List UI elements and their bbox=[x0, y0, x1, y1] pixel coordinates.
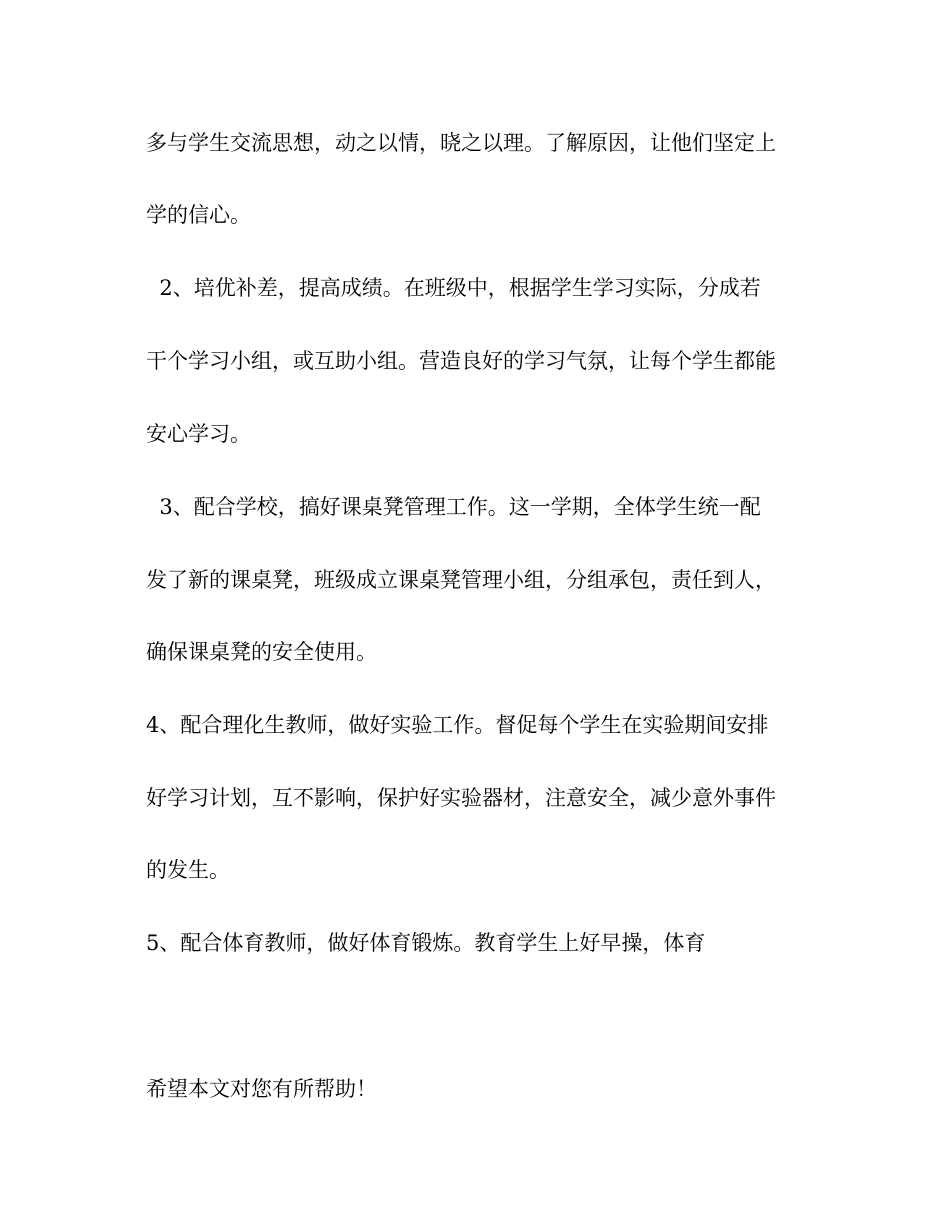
body-line-9: 4、配合理化生教师，做好实验工作。督促每个学生在实验期间安排 bbox=[146, 713, 769, 737]
body-line-5: 安心学习。 bbox=[146, 422, 251, 446]
body-line-12: 5、配合体育教师，做好体育锻炼。教育学生上好早操，体育 bbox=[146, 931, 706, 955]
body-line-3: 2、培优补差，提高成绩。在班级中，根据学生学习实际，分成若 bbox=[146, 276, 761, 300]
body-line-11: 的发生。 bbox=[146, 858, 230, 882]
body-line-8: 确保课桌凳的安全使用。 bbox=[146, 640, 377, 664]
closing-line: 希望本文对您有所帮助！ bbox=[146, 1077, 377, 1101]
body-line-2: 学的信心。 bbox=[146, 203, 251, 227]
body-line-1: 多与学生交流思想，动之以情，晓之以理。了解原因，让他们坚定上 bbox=[146, 131, 776, 155]
body-line-4: 干个学习小组，或互助小组。营造良好的学习气氛，让每个学生都能 bbox=[146, 349, 776, 373]
body-line-7: 发了新的课桌凳，班级成立课桌凳管理小组，分组承包，责任到人， bbox=[146, 568, 776, 592]
body-line-6: 3、配合学校，搞好课桌凳管理工作。这一学期，全体学生统一配 bbox=[146, 495, 761, 519]
body-line-10: 好学习计划，互不影响，保护好实验器材，注意安全，减少意外事件 bbox=[146, 786, 776, 810]
